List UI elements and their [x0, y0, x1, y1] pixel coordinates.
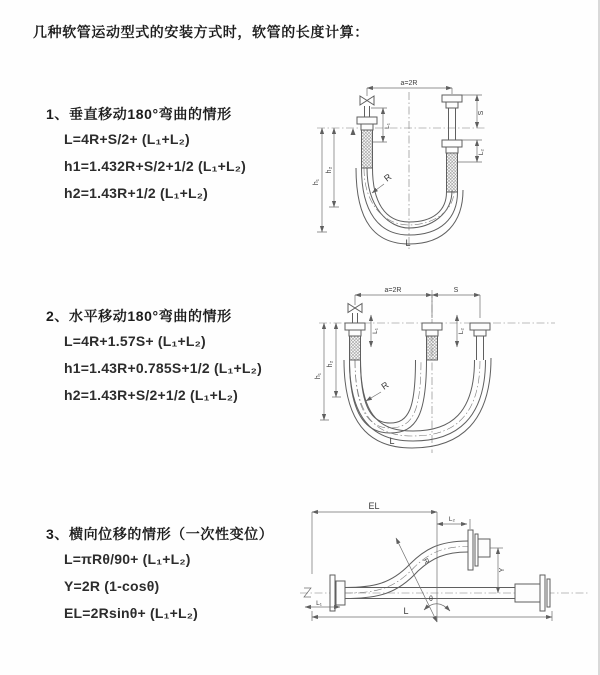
- angle-label: θ: [429, 596, 433, 603]
- pipe-break-symbol: [304, 588, 311, 597]
- radius-line: [396, 538, 437, 622]
- dim-label-l1: L₁: [372, 328, 379, 334]
- dim-label-l2: L₂: [458, 327, 465, 335]
- dim-label-l2: L₂: [448, 516, 456, 523]
- diagram-3-lateral-displacement: [298, 498, 598, 653]
- flange: [345, 323, 365, 330]
- section-3-formula-el: EL=2Rsinθ+ (L₁+L₂): [64, 605, 199, 621]
- section-3-formula-y: Y=2R (1-cosθ): [64, 578, 160, 594]
- flange-neck: [426, 330, 438, 336]
- dimension-lines: [320, 295, 480, 420]
- page-title: 几种软管运动型式的安装方式时，软管的长度计算：: [33, 24, 369, 40]
- centerlines: [319, 290, 555, 453]
- section-2-formula-h1: h1=1.43R+0.785S+1/2 (L₁+L₂): [64, 360, 262, 376]
- diagram-2-horizontal-u-bend: [305, 278, 595, 463]
- dim-label-s: S: [453, 287, 459, 294]
- reference-arrow: [351, 128, 356, 135]
- centerlines: [317, 92, 487, 250]
- length-label: L: [389, 436, 395, 446]
- left-pipe-assembly: [357, 96, 377, 168]
- flange: [470, 323, 490, 330]
- section-1-heading: 1、垂直移动180°弯曲的情形: [46, 106, 232, 122]
- braided-hose-section: [447, 153, 458, 192]
- diagram-1-vertical-u-bend: [305, 72, 595, 257]
- dim-label-el: EL: [368, 501, 380, 511]
- section-1-formula-l: L=4R+S/2+ (L₁+L₂): [64, 131, 190, 147]
- left-pipe-assembly: [345, 304, 365, 361]
- section-2-formula-l: L=4R+1.57S+ (L₁+L₂): [64, 333, 206, 349]
- section-1-formula-h2: h2=1.43R+1/2 (L₁+L₂): [64, 185, 209, 201]
- pipe-walls: [477, 336, 484, 360]
- flange-neck: [349, 330, 361, 336]
- fitting-block: [336, 581, 345, 605]
- flange: [422, 323, 442, 330]
- right-pipe-assembly: [470, 323, 490, 360]
- flange-neck: [446, 147, 458, 153]
- section-2-heading: 2、水平移动180°弯曲的情形: [46, 308, 232, 324]
- dim-label-a2r: a=2R: [384, 287, 402, 294]
- center-pipe-assembly: [422, 323, 442, 360]
- length-label: L: [405, 238, 411, 248]
- flange: [442, 140, 462, 147]
- braided-hose-section: [362, 130, 373, 168]
- upper-flange-assembly: [468, 530, 490, 570]
- dimension-labels: [315, 287, 465, 446]
- flange-neck: [446, 102, 458, 108]
- braided-hose-section: [350, 336, 361, 360]
- fitting-block: [515, 584, 540, 602]
- length-label: L: [403, 606, 409, 616]
- flange-plate: [540, 575, 545, 611]
- valve-icon: [348, 304, 362, 324]
- flange-plate: [468, 530, 473, 570]
- dim-label-h1: h₁: [313, 178, 320, 186]
- radius-leader: [366, 392, 381, 401]
- section-3-formula-l: L=πRθ/90+ (L₁+L₂): [64, 551, 191, 567]
- radius-label: R: [382, 171, 394, 184]
- braided-hose-section: [427, 336, 438, 360]
- fitting-block: [478, 539, 490, 557]
- flange: [442, 95, 462, 102]
- flange-neck: [474, 330, 486, 336]
- flange-neck: [361, 124, 373, 130]
- dim-label-l2: L₂: [478, 148, 485, 156]
- pipe-walls: [449, 108, 456, 140]
- flange: [357, 117, 377, 124]
- section-3-heading: 3、横向位移的情形（一次性变位）: [46, 526, 274, 542]
- dim-label-a2r: a=2R: [400, 80, 418, 87]
- dim-label-l1: L₁: [384, 123, 391, 129]
- radius-label: R: [379, 379, 391, 392]
- dim-label-y: Y: [499, 567, 506, 573]
- section-2-formula-h2: h2=1.43R+S/2+1/2 (L₁+L₂): [64, 387, 239, 403]
- dim-label-h2: h₂: [327, 360, 334, 368]
- dim-label-h1: h₁: [315, 372, 322, 380]
- flange-plate: [330, 575, 335, 611]
- dimension-labels: [313, 80, 485, 248]
- dim-label-s: S: [478, 110, 485, 116]
- displaced-s-curve-hose: [345, 541, 468, 599]
- u-loop-hose-arcs: [344, 358, 491, 448]
- dim-label-h2: h₂: [326, 166, 333, 174]
- flange-plate: [547, 579, 550, 607]
- valve-icon: [360, 96, 374, 117]
- radius-label: R: [421, 557, 430, 566]
- left-flange-assembly: [330, 575, 345, 611]
- right-pipe-assembly: [442, 95, 462, 192]
- section-1-formula-h1: h1=1.432R+S/2+1/2 (L₁+L₂): [64, 158, 246, 174]
- dim-label-l1: L₁: [316, 600, 322, 607]
